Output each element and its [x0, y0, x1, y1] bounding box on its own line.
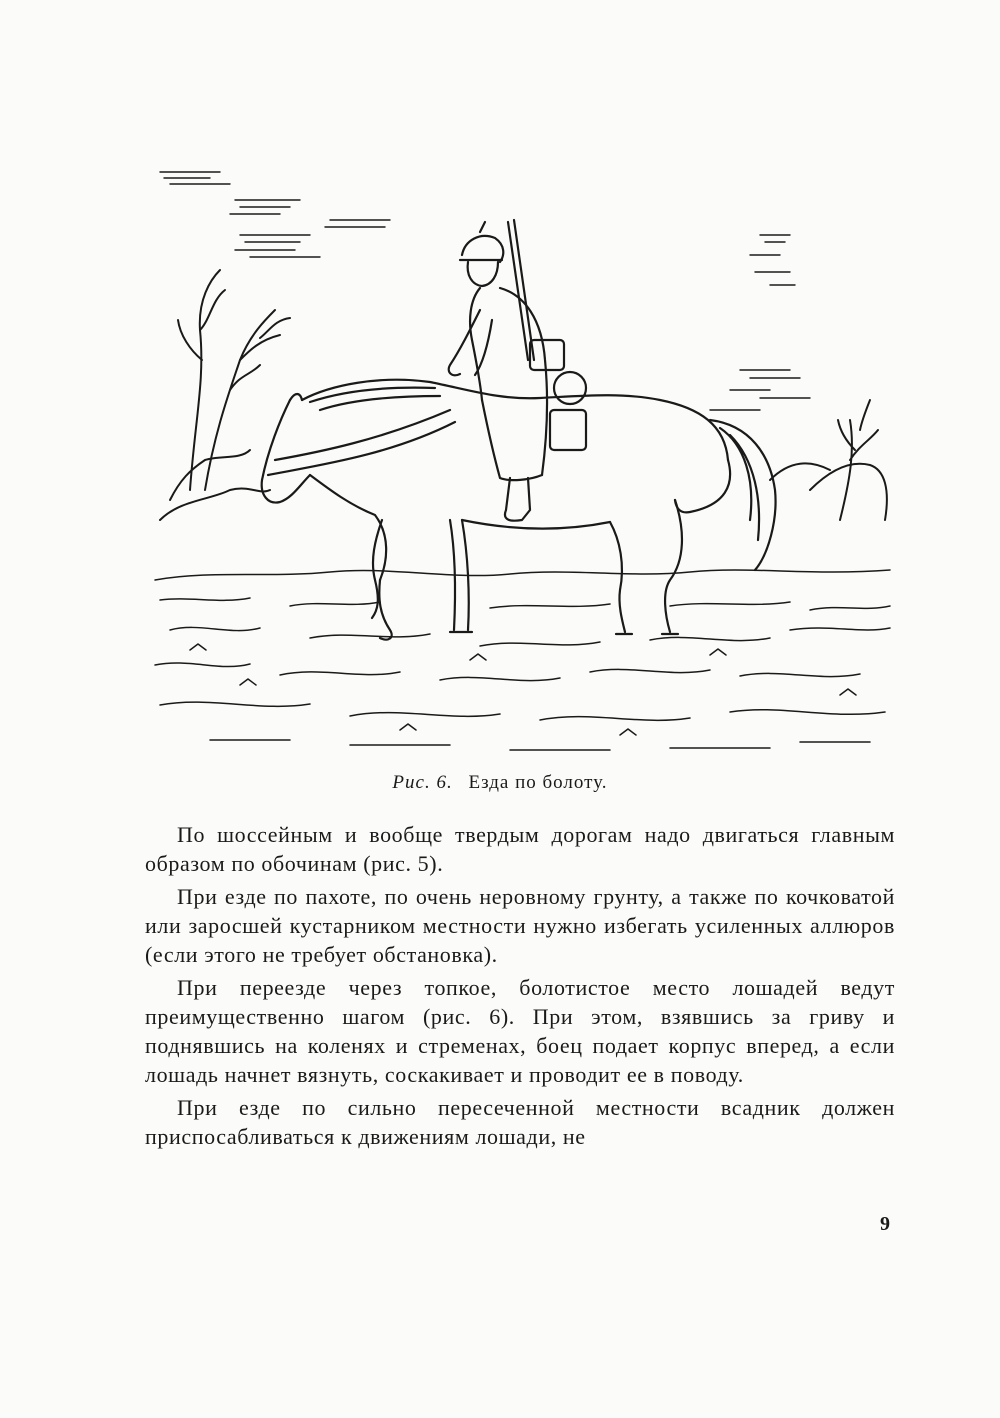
- paragraph: По шоссейным и вообще твердым дорогам надо двигаться главным образом по обочинам (рис. 5).: [145, 822, 895, 876]
- swamp-ground: [155, 570, 890, 750]
- sky-hatching: [160, 172, 810, 410]
- paragraph: При переезде через топкое, болотистое место лошадей ведут преимущественно шагом (рис. 6). При этом, взявшись за гриву и поднявшись на коленях и стременах, боец подает корпус вперед, а если лошадь начнет вязнуть, соскакивает и проводит ее в поводу.: [145, 975, 895, 1087]
- body-text: [145, 820, 895, 1155]
- figure-caption-text: Езда по болоту.: [468, 772, 608, 793]
- illustration-rider-in-swamp: [150, 160, 895, 760]
- figure-label: Рис. 6.: [392, 772, 453, 793]
- left-tree: [160, 270, 290, 520]
- horse: [262, 380, 776, 640]
- figure-caption: [0, 772, 1000, 794]
- page-number: 9: [880, 1213, 890, 1235]
- rider: [449, 220, 586, 521]
- right-bushes: [770, 400, 887, 520]
- paragraph: При езде по пахоте, по очень неровному грунту, а также по кочковатой или заросшей кустарником местности нужно избегать усиленных аллюров (если этого не требует обстановка).: [145, 884, 895, 967]
- paragraph: При езде по сильно пересеченной местности всадник должен приспосабливаться к движениям лошади, не: [145, 1095, 895, 1149]
